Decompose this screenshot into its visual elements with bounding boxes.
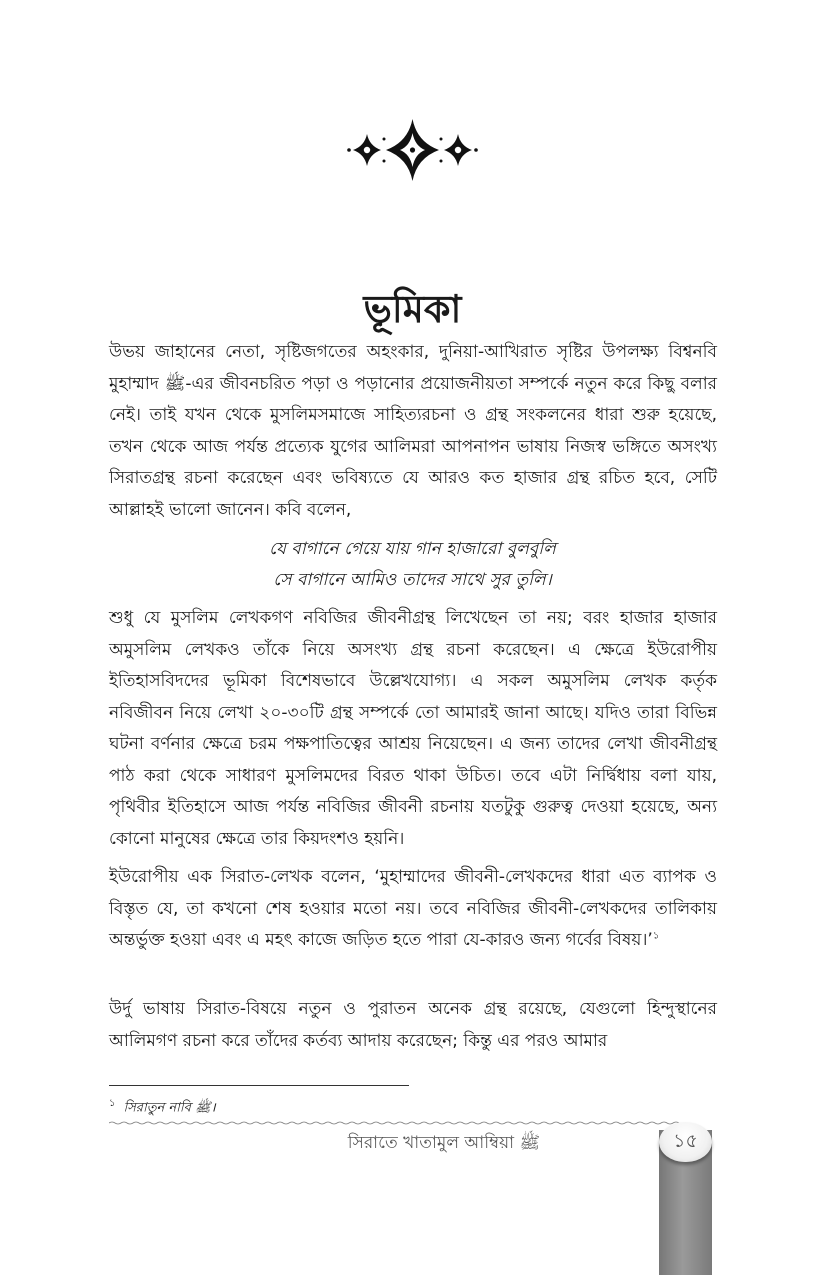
- paragraph-4: উর্দু ভাষায় সিরাত-বিষয়ে নতুন ও পুরাতন অনেক গ্রন্থ রয়েছে, যেগুলো হিন্দুস্থানের আলিমগণ রচনা করে তাঁদের কর্তব্য আদায় করেছেন; কিন্তু এর পরও আমার: [109, 999, 717, 1051]
- verse-line-2: সে বাগানে আমিও তাদের সাথে সুর তুলি।: [273, 570, 552, 590]
- footer-divider: [109, 1121, 684, 1125]
- running-head: সিরাতে খাতামুল আম্বিয়া ﷺ: [347, 1133, 540, 1153]
- ornament-icon: [345, 115, 480, 185]
- paragraph-1: উভয় জাহানের নেতা, সৃষ্টিজগতের অহংকার, দুনিয়া-আখিরাত সৃষ্টির উপলক্ষ্য বিশ্বনবি মুহাম্মাদ ﷺ-এর জীবনচরিত পড়া ও পড়ানোর প্রয়োজনীয়তা সম্পর্কে নতুন করে কিছু বলার নেই। তাই যখন থেকে মুসলিমসমাজে সাহিত্যরচনা ও গ্রন্থ সংকলনের ধারা শুরু হয়েছে, তখন থেকে আজ পর্যন্ত প্রত্যেক যুগের আলিমরা আপনাপন ভাষায় নিজস্ব ভঙ্গিতে অসংখ্য সিরাতগ্রন্থ রচনা করেছেন এবং ভবিষ্যতে যে আরও কত হাজার গ্রন্থ রচিত হবে, সেটি আল্লাহই ভালো জানেন। কবি বলেন,: [109, 342, 717, 520]
- footnote-reference[interactable]: ১: [652, 930, 660, 942]
- footnote-text: সিরাতুন নাবি ﷺ।: [123, 1100, 216, 1116]
- paragraph-3: [109, 862, 717, 957]
- footnote: [109, 1094, 216, 1118]
- chapter-title: ভূমিকা: [363, 287, 462, 332]
- paragraph-3-text: ইউরোপীয় এক সিরাত-লেখক বলেন, ‘মুহাম্মাদের জীবনী-লেখকদের ধারা এত ব্যাপক ও বিস্তৃত যে, তা কখনো শেষ হওয়ার মতো নয়। তবে নবিজির জীবনী-লেখকদের তালিকায় অন্তর্ভুক্ত হওয়া এবং এ মহৎ কাজে জড়িত হতে পারা যে-কারও জন্য গর্বের বিষয়।’: [109, 867, 717, 950]
- paragraph-2: শুধু যে মুসলিম লেখকগণ নবিজির জীবনীগ্রন্থ লিখেছেন তা নয়; বরং হাজার হাজার অমুসলিম লেখকও তাঁকে নিয়ে অসংখ্য গ্রন্থ রচনা করেছেন। এ ক্ষেত্রে ইউরোপীয় ইতিহাসবিদদের ভূমিকা বিশেষভাবে উল্লেখযোগ্য। এ সকল অমুসলিম লেখক কর্তৃক নবিজীবন নিয়ে লেখা ২০-৩০টি গ্রন্থ সম্পর্কে তো আমারই জানা আছে। যদিও তারা বিভিন্ন ঘটনা বর্ণনার ক্ষেত্রে চরম পক্ষপাতিত্বের আশ্রয় নিয়েছেন। এ জন্য তাদের লেখা জীবনীগ্রন্থ পাঠ করা থেকে সাধারণ মুসলিমদের বিরত থাকা উচিত। তবে এটা নির্দ্বিধায় বলা যায়, পৃথিবীর ইতিহাসে আজ পর্যন্ত নবিজির জীবনী রচনায় যতটুকু গুরুত্ব দেওয়া হয়েছে, অন্য কোনো মানুষের ক্ষেত্রে তার কিয়দংশও হয়নি।: [109, 608, 717, 849]
- verse-line-1: যে বাগানে গেয়ে যায় গান হাজারো বুলবুলি: [269, 539, 556, 559]
- footnote-number: ১: [109, 1098, 116, 1109]
- page-number: ১৫: [659, 1122, 712, 1162]
- footnote-divider: [109, 1085, 409, 1086]
